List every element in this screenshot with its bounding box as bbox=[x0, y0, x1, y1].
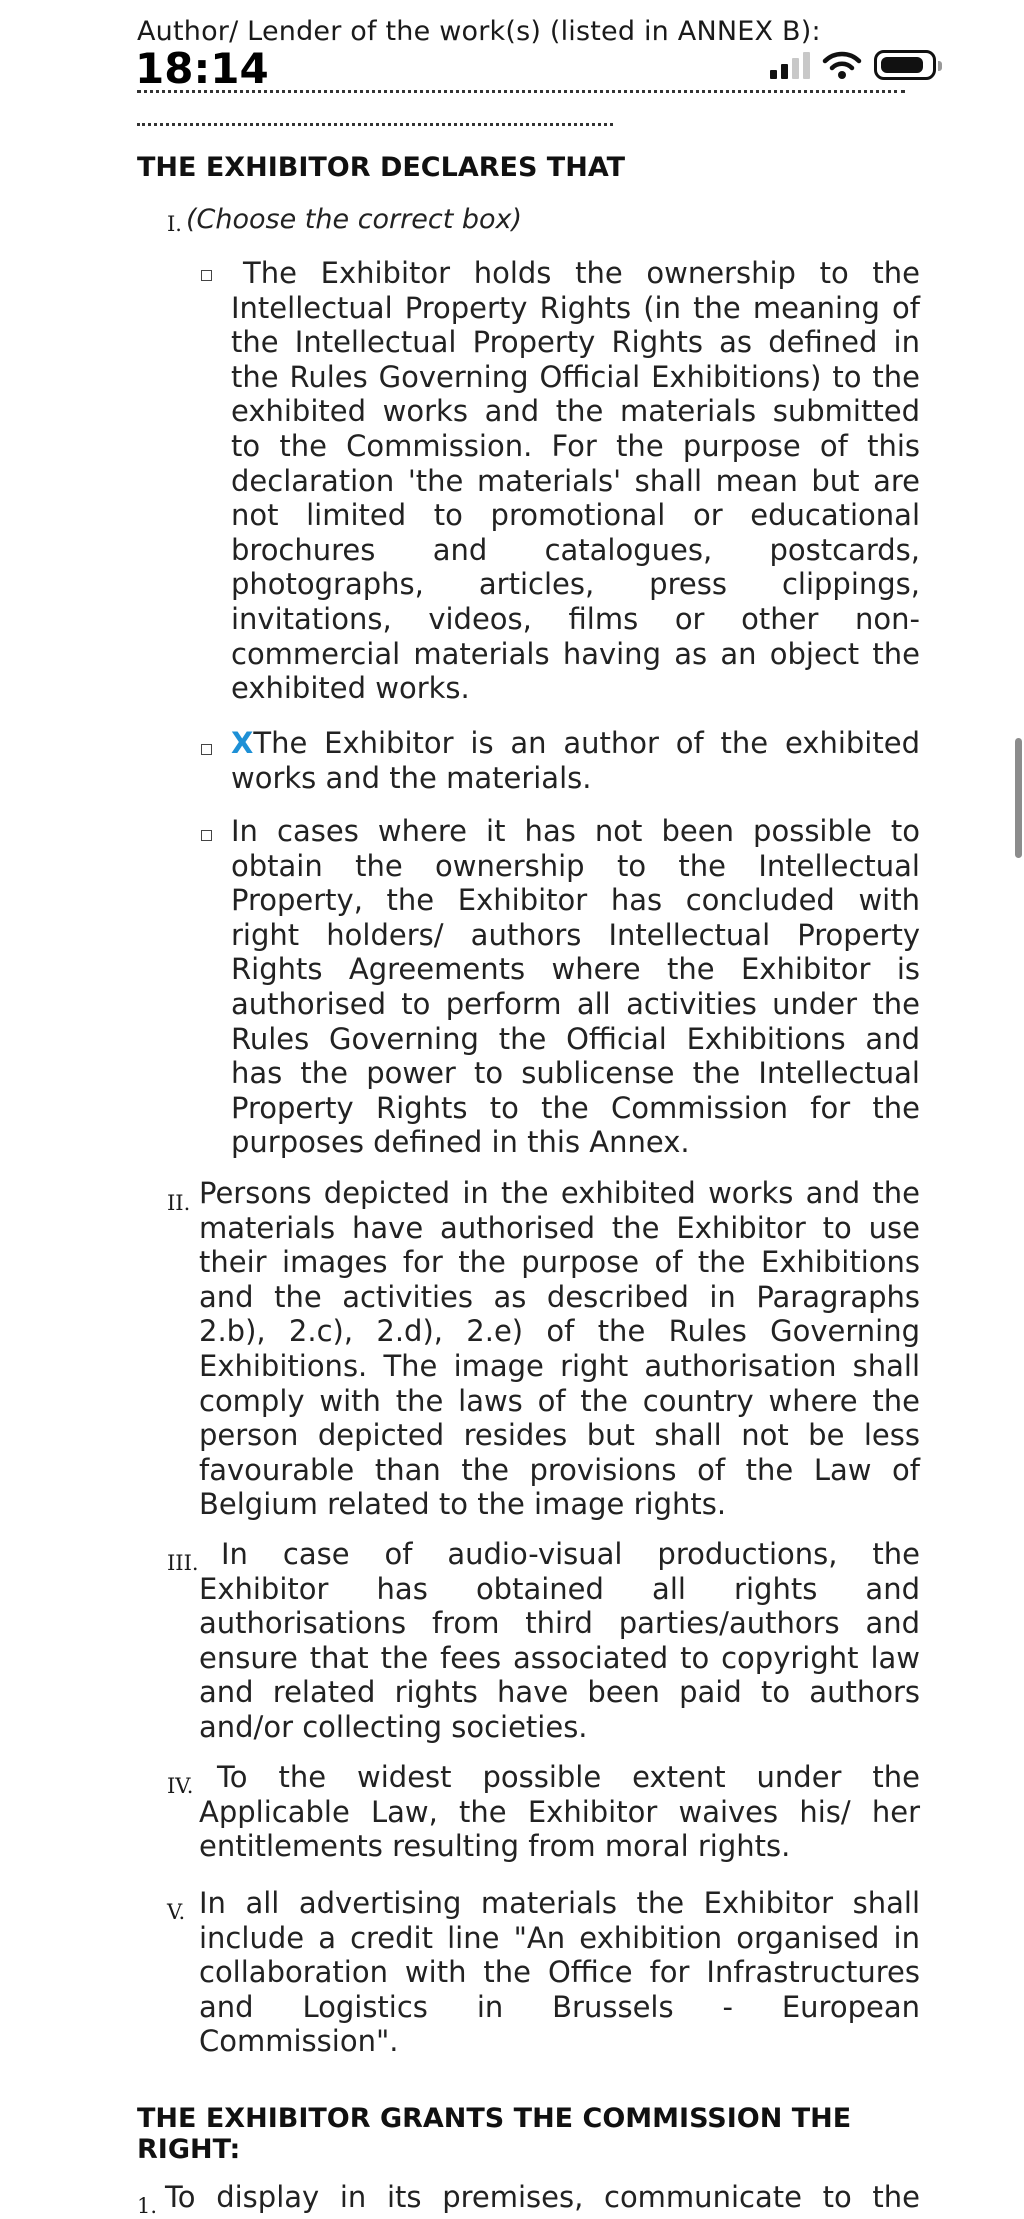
cellular-signal-icon bbox=[770, 51, 810, 79]
x-check-mark: X bbox=[231, 726, 254, 760]
section-heading-grants: THE EXHIBITOR GRANTS THE COMMISSION THE RIGHT: bbox=[137, 2103, 852, 2165]
scrollbar[interactable] bbox=[1015, 738, 1022, 858]
option-author bbox=[231, 726, 920, 795]
option-agreements-text: In cases where it has not been possible to obtain the ownership to the Intellectual Property, the Exhibitor has concluded with right holders/ authors Intellectual Property Rights Agreements where the Exhibitor is authorised to perform all activities under the Rules Governing the Official Exhibitions and has the power to sublicense the Intellectual Property Rights to the Commission for the purposes defined in this Annex. bbox=[231, 814, 920, 1160]
status-bar bbox=[0, 0, 1024, 100]
choose-box-instruction: (Choose the correct box) bbox=[186, 204, 523, 235]
battery-icon bbox=[874, 50, 936, 80]
item-numeral: II. bbox=[167, 1191, 191, 1215]
status-icons bbox=[770, 50, 936, 80]
item-numeral: III. bbox=[167, 1551, 199, 1575]
clock-time: 18:14 bbox=[135, 44, 269, 93]
checkbox-option-agreements[interactable] bbox=[201, 830, 212, 841]
dotted-fill-line bbox=[137, 119, 613, 126]
grant-item-1-text: To display in its premises, communicate to the bbox=[165, 2180, 920, 2214]
option-author-text: The Exhibitor is an author of the exhibited works and the materials. bbox=[231, 726, 920, 795]
item-V-text: In all advertising materials the Exhibitor shall include a credit line "An exhibition organised in collaboration with the Office for Infrastructures and Logistics in Brussels - European Commission". bbox=[199, 1886, 920, 2059]
item-numeral: 1. bbox=[137, 2194, 158, 2218]
wifi-icon bbox=[822, 50, 862, 80]
item-III-text: In case of audio-visual productions, the Exhibitor has obtained all rights and authorisations from third parties/authors and ensure that the fees associated to copyright law and related rights have been paid to authors and/or collecting societies. bbox=[199, 1537, 920, 1744]
section-heading-declares: THE EXHIBITOR DECLARES THAT bbox=[137, 152, 626, 183]
checkbox-option-author[interactable] bbox=[201, 744, 212, 755]
item-numeral: IV. bbox=[167, 1774, 194, 1798]
option-ownership-text: The Exhibitor holds the ownership to the Intellectual Property Rights (in the meaning of the Intellectual Property Rights as defined in the Rules Governing Official Exhibitions) to the exhibited works and the materials submitted to the Commission. For the purpose of this declaration 'the materials' shall mean but are not limited to promotional or educational brochures and catalogues, postcards, photographs, articles, press clippings, invitations, videos, films or other non-commercial materials having as an object the exhibited works. bbox=[231, 256, 920, 706]
author-lender-line: Author/ Lender of the work(s) (listed in ANNEX B): bbox=[137, 16, 821, 47]
checkbox-option-ownership[interactable] bbox=[201, 270, 212, 281]
item-IV-text: To the widest possible extent under the Applicable Law, the Exhibitor waives his/ her entitlements resulting from moral rights. bbox=[199, 1760, 920, 1864]
item-numeral: V. bbox=[167, 1900, 186, 1924]
item-II-text: Persons depicted in the exhibited works and the materials have authorised the Exhibitor to use their images for the purpose of the Exhibitions and the activities as described in Paragraphs 2.b), 2.c), 2.d), 2.e) of the Rules Governing Exhibitions. The image right authorisation shall comply with the laws of the country where the person depicted resides but shall not be less favourable than the provisions of the Law of Belgium related to the image rights. bbox=[199, 1176, 920, 1522]
item-numeral: I. bbox=[167, 212, 182, 236]
dotted-fill-line bbox=[137, 86, 905, 93]
